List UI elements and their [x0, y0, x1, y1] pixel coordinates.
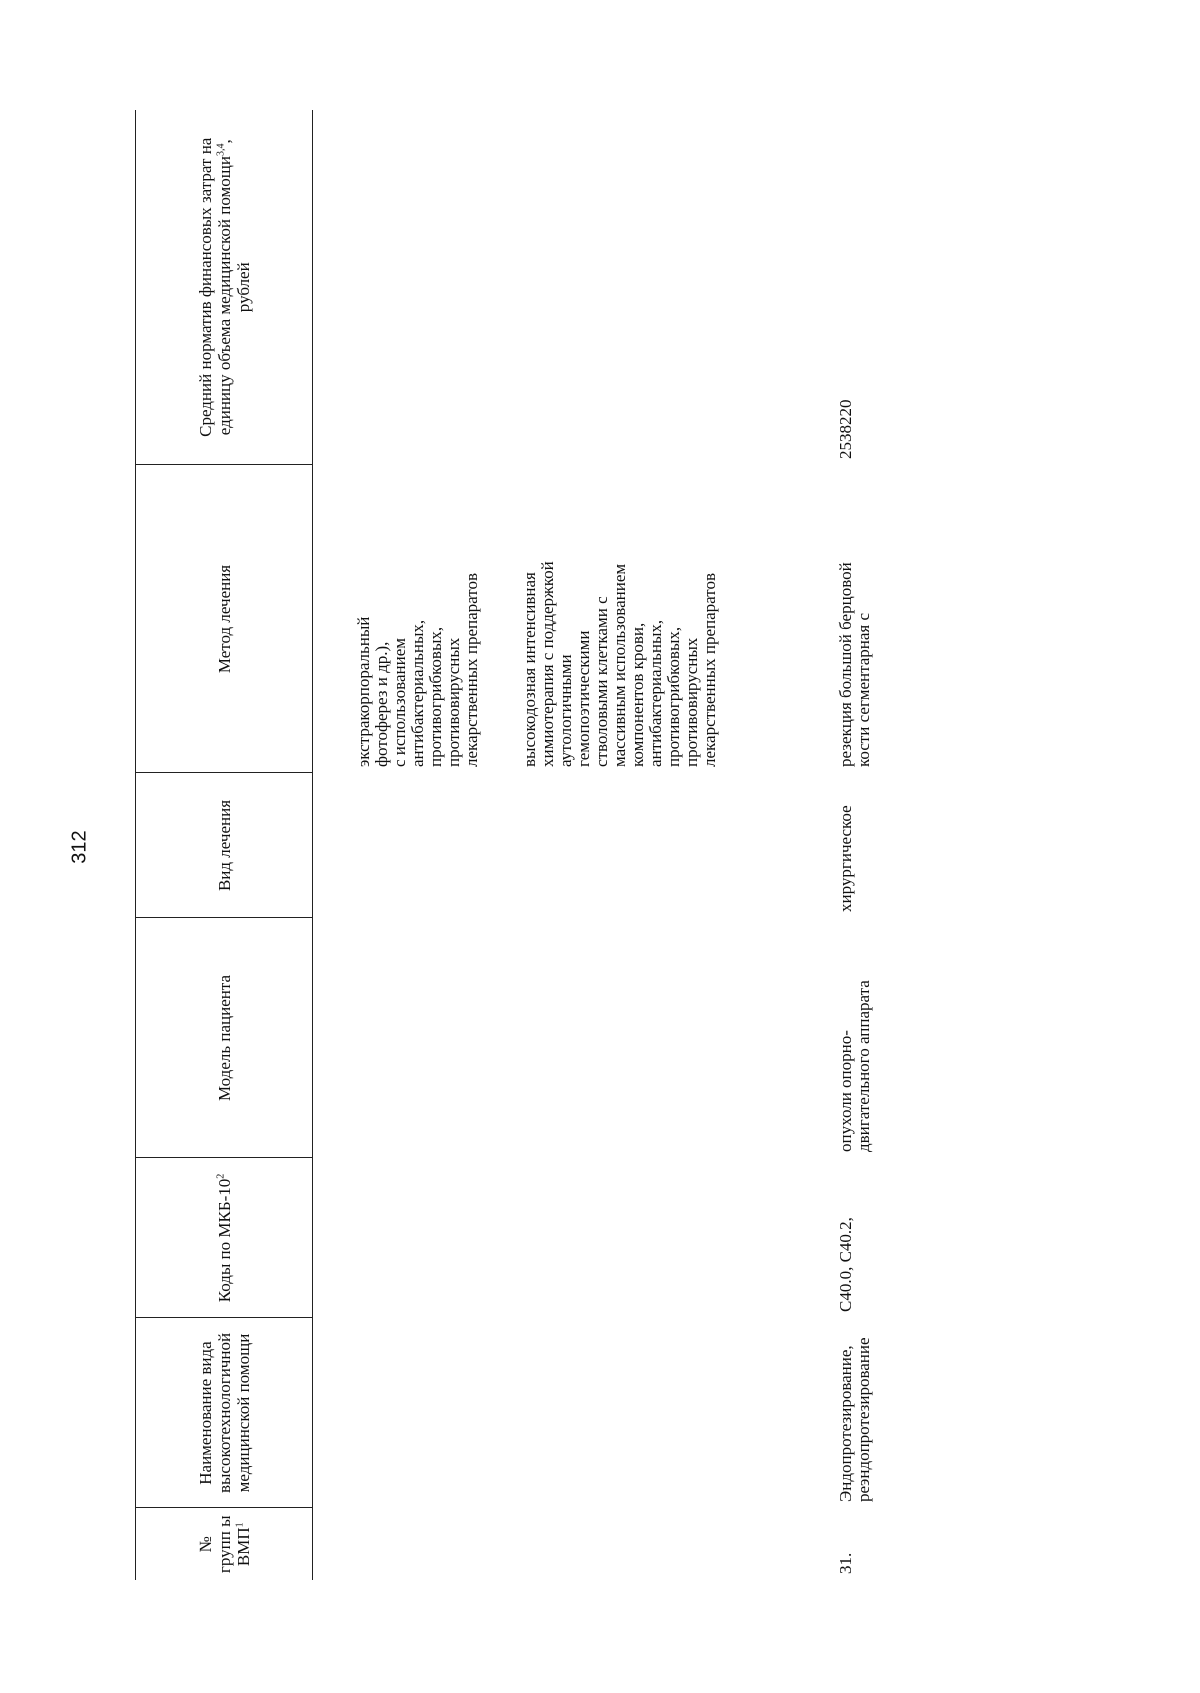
method-continuation-1: экстракорпоральный фотоферез и др.), с использованием антибактериальных, противогрибковых, противовирусных лекарственных препаратов — [354, 572, 481, 767]
row-number: 31. — [836, 1552, 855, 1574]
table-header-row — [136, 110, 313, 1580]
table-row — [351, 110, 485, 1580]
rotated-table-page — [135, 110, 1075, 1580]
row-patient-model: опухоли опорно- двигательного аппарата — [836, 980, 873, 1152]
header-cost: Средний норматив финансовых затрат на единицу объема медицинской помощи$^{3,4}$, рублей — [136, 110, 313, 465]
header-icd: Коды по МКБ-$10^2$ — [136, 1158, 313, 1318]
method-continuation-2: высокодозная интенсивная химиотерапия с поддержкой аутологичными гемопоэтическими стволовыми клетками с массивным использованием компонентов крови, антибактериальных, противогрибковых, противовирусных лекарственных препаратов — [520, 561, 719, 767]
spacer-row — [313, 110, 352, 1580]
row-icd-codes: C40.0, C40.2, — [836, 1217, 855, 1312]
row-vmp-name: Эндопротезирование, реэндопротезирование — [836, 1337, 873, 1502]
row-treatment-type: хирургическое — [836, 805, 855, 912]
header-treatment-type: Вид лечения — [136, 773, 313, 918]
vmp-table — [135, 110, 877, 1580]
page-number: 312 — [68, 830, 91, 864]
table-row — [517, 110, 723, 1580]
spacer-row — [723, 110, 827, 1580]
row-cost: 2538220 — [836, 399, 855, 459]
row-method: резекция большой берцовой кости сегментарная с — [836, 562, 873, 767]
header-method: Метод лечения — [136, 465, 313, 773]
spacer-row — [485, 110, 517, 1580]
header-name: Наименование вида высокотехнологичной медицинской помощи — [136, 1318, 313, 1508]
header-group-no: № групп ы ВМП$^1$ — [136, 1508, 313, 1580]
header-model: Модель пациента — [136, 918, 313, 1158]
table-row-31 — [827, 110, 877, 1580]
